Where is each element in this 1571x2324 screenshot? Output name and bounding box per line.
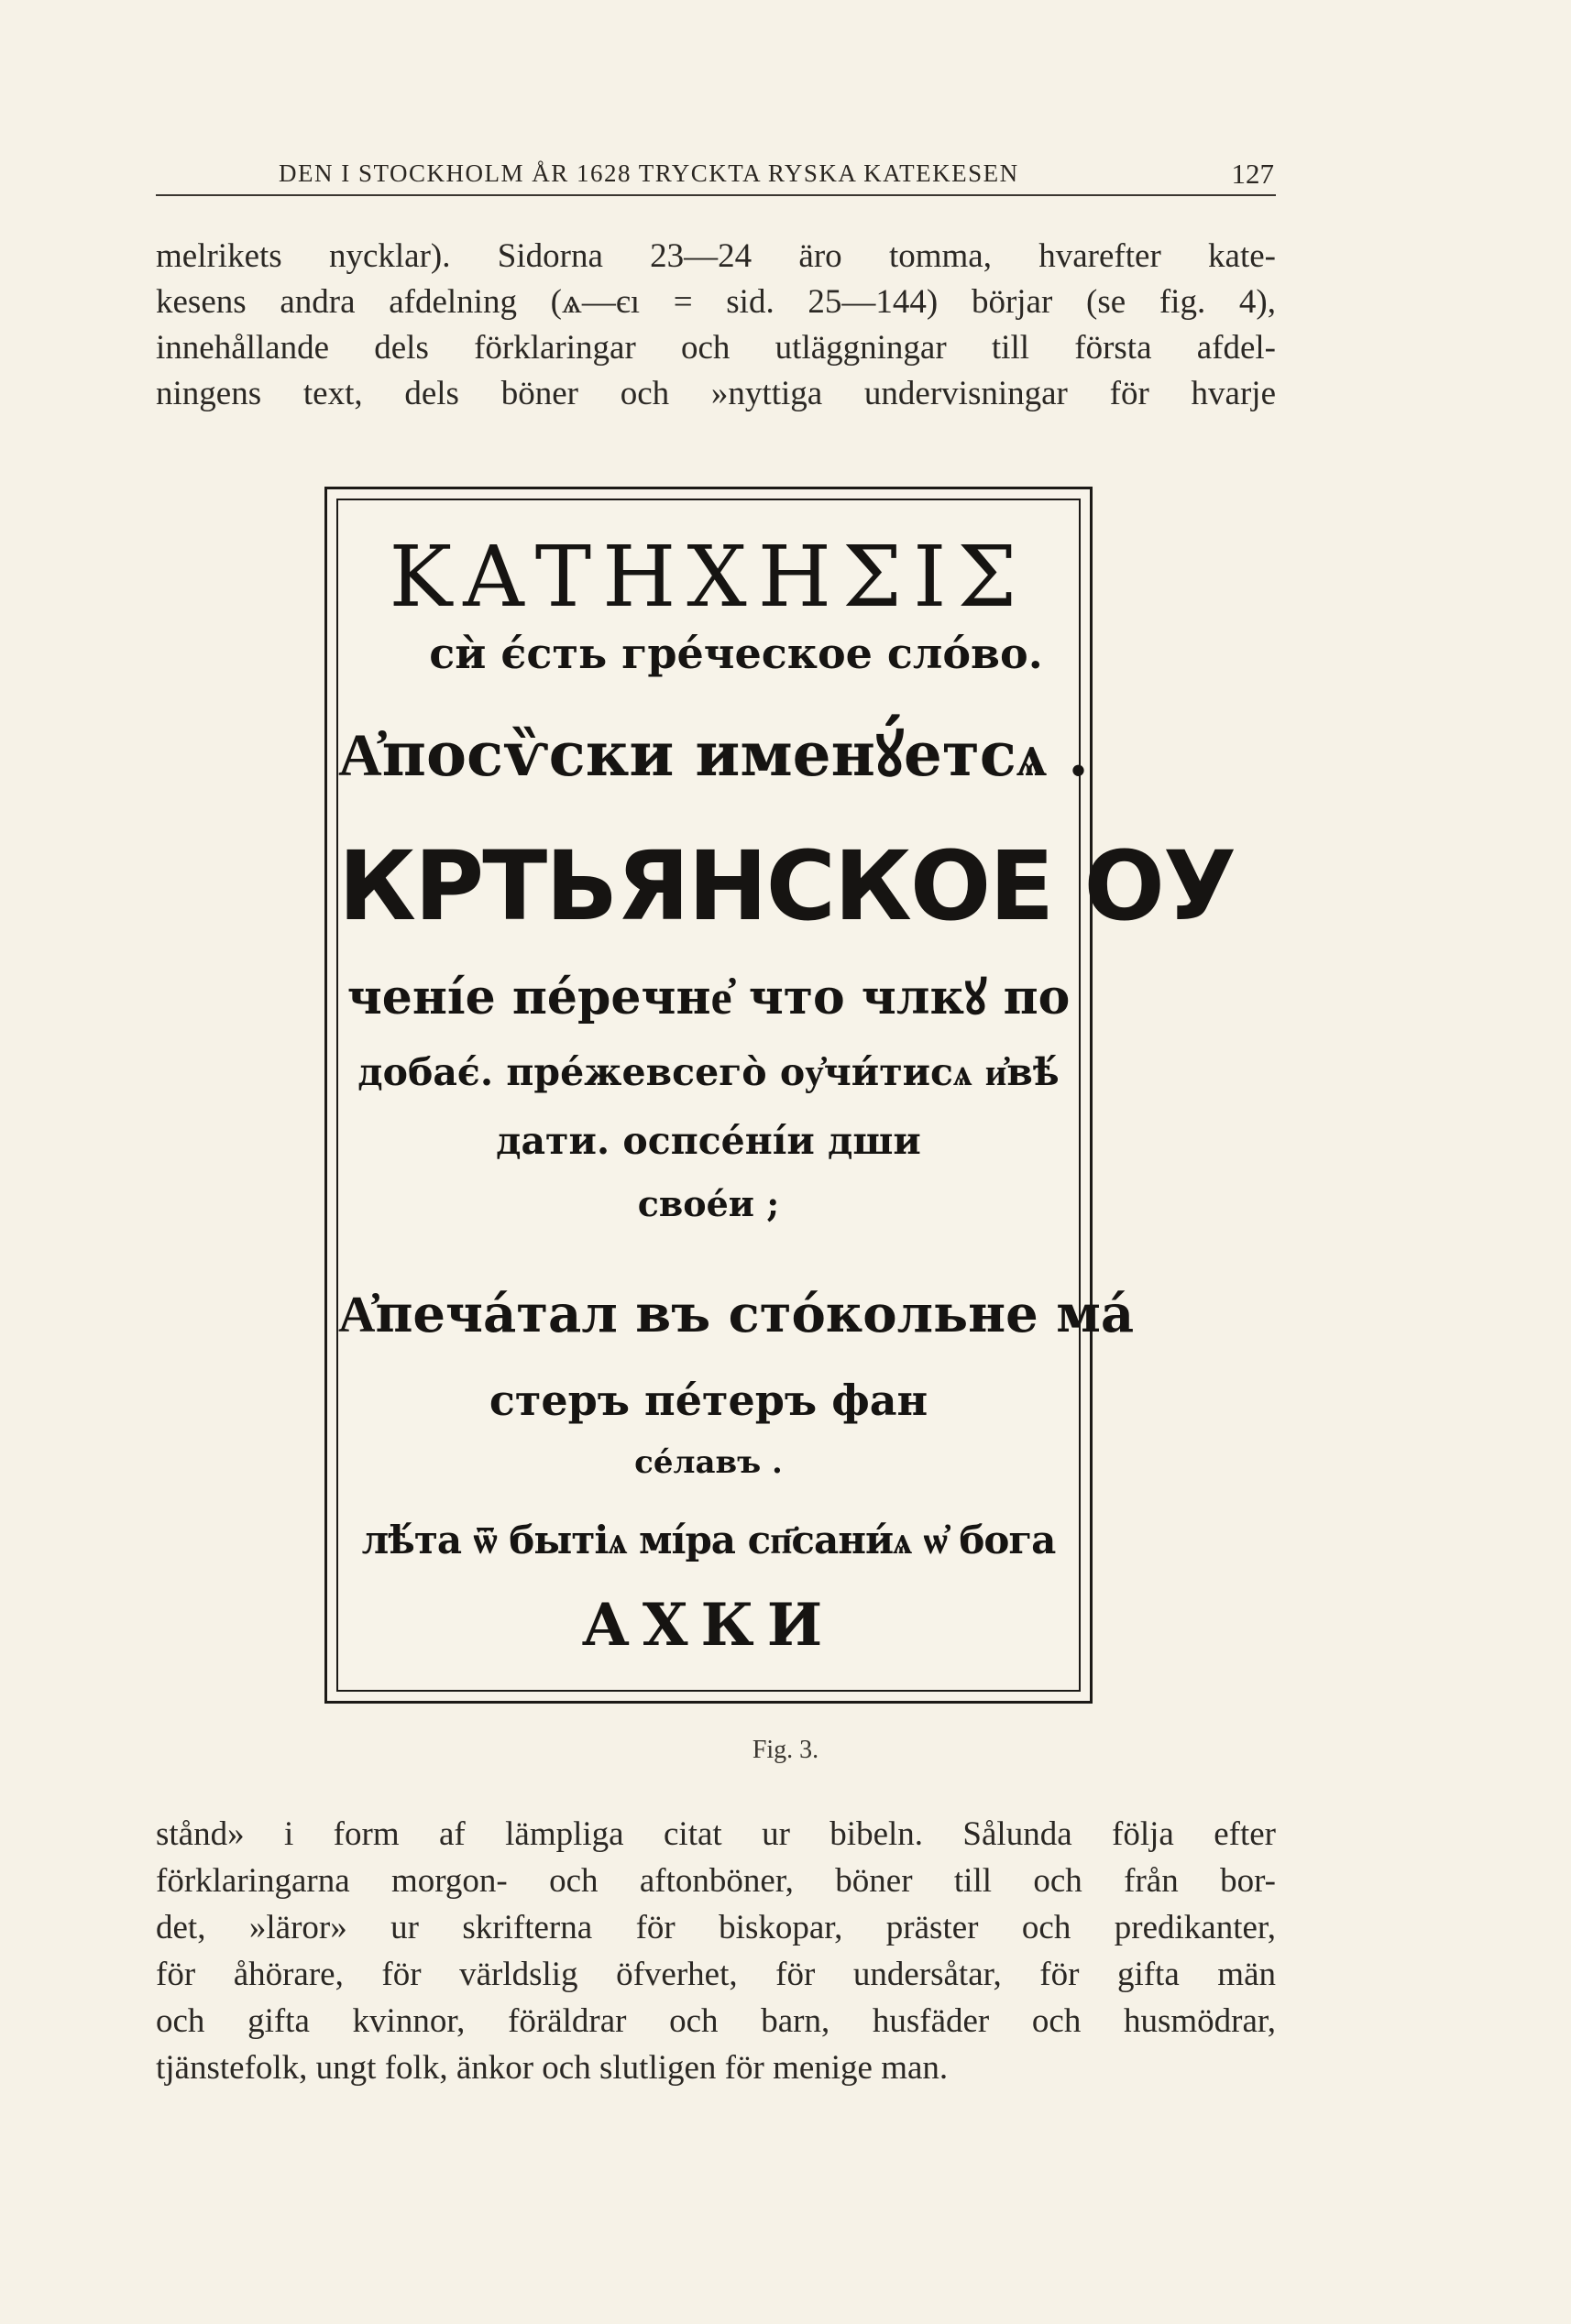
- figure-line: добає́. пре́жевсего̀ оу҆чи́тисѧ и҆вѣ́: [357, 1050, 1060, 1094]
- figure-line: сѝ є́сть гре́ческое сло́во.: [429, 629, 1043, 678]
- figure-line: дати. оспсе́ні́и дши: [496, 1119, 921, 1163]
- text-line: det, »läror» ur skrifterna för biskopar, präster och predikanter,: [156, 1909, 1276, 1946]
- text-line: förklaringarna morgon- och aftonböner, böner till och från bor-: [156, 1862, 1276, 1900]
- text-line: ningens text, dels böner och »nyttiga undervisningar för hvarje: [156, 375, 1276, 412]
- figure-title: ΚΑΤΗΧΗΣΙΣ: [389, 528, 1028, 626]
- figure-year-line: АХКИ: [581, 1591, 836, 1660]
- text-line: innehållande dels förklaringar och utläggningar till första afdel-: [156, 329, 1276, 367]
- figure-line: А҆посѷски именꙋ́етсѧ .: [338, 718, 1089, 790]
- figure-caption: Fig. 3.: [752, 1736, 819, 1764]
- title-page-figure: [324, 487, 1236, 1704]
- text-line: och gifta kvinnor, föräldrar och barn, husfäder och husmödrar,: [156, 2002, 1276, 2040]
- figure-imprint-line: се́лавъ .: [634, 1444, 783, 1481]
- page-number: 127: [1231, 158, 1274, 190]
- figure-imprint-line: стеръ пе́теръ фан: [489, 1376, 928, 1425]
- figure-line: свое́и ;: [637, 1183, 780, 1224]
- text-line: melrikets nycklar). Sidorna 23—24 äro tomma, hvarefter kate-: [156, 237, 1276, 275]
- figure-line: чені́е пе́речне҆ что члкꙋ по: [346, 970, 1071, 1025]
- running-title: DEN I STOCKHOLM ÅR 1628 TRYCKTA RYSKA KATEKESEN: [279, 159, 1019, 187]
- text-line: stånd» i form af lämpliga citat ur bibeln. Sålunda följa efter: [156, 1815, 1276, 1853]
- figure-imprint-line: А҆печа́тал въ сто́кольне ма́: [338, 1284, 1135, 1344]
- figure-inner-border: [336, 499, 1236, 1692]
- running-header: [156, 154, 1276, 196]
- paragraph-bottom: [156, 1811, 1276, 2091]
- text-line: för åhörare, för världslig öfverhet, för undersåtar, för gifta män: [156, 1956, 1276, 1993]
- figure-heading: КРТЬЯНСКОЕ ОУ: [338, 830, 1236, 942]
- figure-date-line: лѣ́та ѿ бытіѧ мі́ра сп҃сани́ѧ ѡ҆ бога: [361, 1518, 1056, 1562]
- paragraph-top: [156, 234, 1276, 417]
- text-line: tjänstefolk, ungt folk, änkor och slutligen för menige man.: [156, 2049, 949, 2087]
- text-line: kesens andra afdelning (ѧ—єı = sid. 25—144) börjar (se fig. 4),: [156, 283, 1276, 321]
